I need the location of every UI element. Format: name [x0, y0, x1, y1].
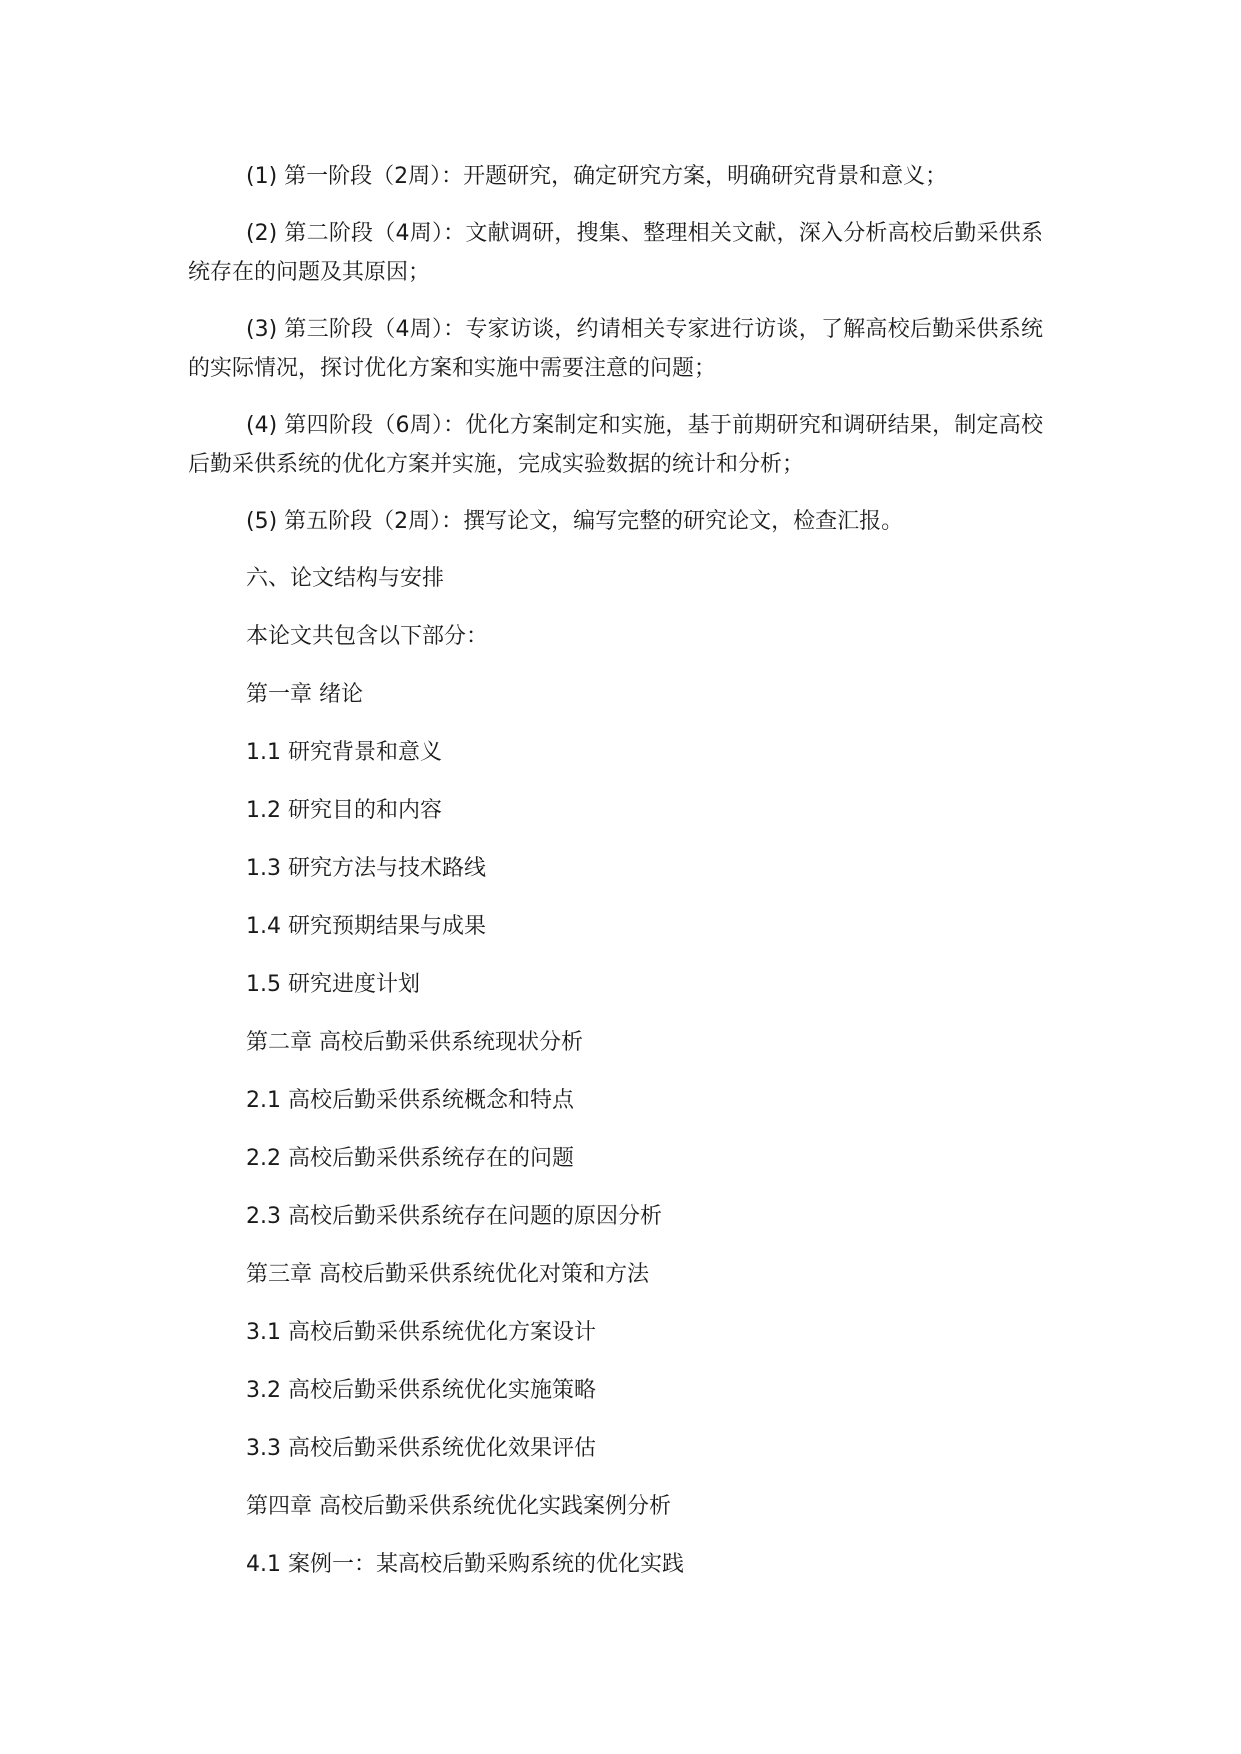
outline-item-4-1: 4.1 案例一：某高校后勤采购系统的优化实践	[246, 1552, 684, 1577]
outline-item-1-3: 1.3 研究方法与技术路线	[246, 856, 486, 881]
chapter-3-title: 第三章 高校后勤采供系统优化对策和方法	[246, 1262, 649, 1287]
outline-item-2-3: 2.3 高校后勤采供系统存在问题的原因分析	[246, 1204, 662, 1229]
outline-item-2-2: 2.2 高校后勤采供系统存在的问题	[246, 1146, 574, 1171]
outline-item-2-1: 2.1 高校后勤采供系统概念和特点	[246, 1088, 574, 1113]
stage-item-3: (3) 第三阶段（4周）：专家访谈，约请相关专家进行访谈，了解高校后勤采供系统的实际情况，探讨优化方案和实施中需要注意的问题；	[188, 317, 1043, 381]
outline-item-3-3: 3.3 高校后勤采供系统优化效果评估	[246, 1436, 596, 1461]
outline-item-1-4: 1.4 研究预期结果与成果	[246, 914, 486, 939]
section-intro: 本论文共包含以下部分：	[246, 624, 489, 649]
outline-item-3-2: 3.2 高校后勤采供系统优化实施策略	[246, 1378, 596, 1403]
outline-item-1-2: 1.2 研究目的和内容	[246, 798, 442, 823]
chapter-4-title: 第四章 高校后勤采供系统优化实践案例分析	[246, 1494, 671, 1519]
outline-item-1-1: 1.1 研究背景和意义	[246, 740, 442, 765]
page-content	[188, 157, 1043, 1603]
outline-item-3-1: 3.1 高校后勤采供系统优化方案设计	[246, 1320, 596, 1345]
stage-item-2: (2) 第二阶段（4周）：文献调研，搜集、整理相关文献，深入分析高校后勤采供系统存在的问题及其原因；	[188, 221, 1043, 285]
stage-item-5: (5) 第五阶段（2周）：撰写论文，编写完整的研究论文，检查汇报。	[246, 509, 904, 534]
chapter-1-title: 第一章 绪论	[246, 682, 363, 707]
outline-item-1-5: 1.5 研究进度计划	[246, 972, 420, 997]
stage-item-1: (1) 第一阶段（2周）：开题研究，确定研究方案，明确研究背景和意义；	[246, 164, 948, 189]
chapter-2-title: 第二章 高校后勤采供系统现状分析	[246, 1030, 583, 1055]
section-heading: 六、论文结构与安排	[246, 566, 445, 591]
stage-item-4: (4) 第四阶段（6周）：优化方案制定和实施，基于前期研究和调研结果，制定高校后勤采供系统的优化方案并实施，完成实验数据的统计和分析；	[188, 413, 1043, 477]
